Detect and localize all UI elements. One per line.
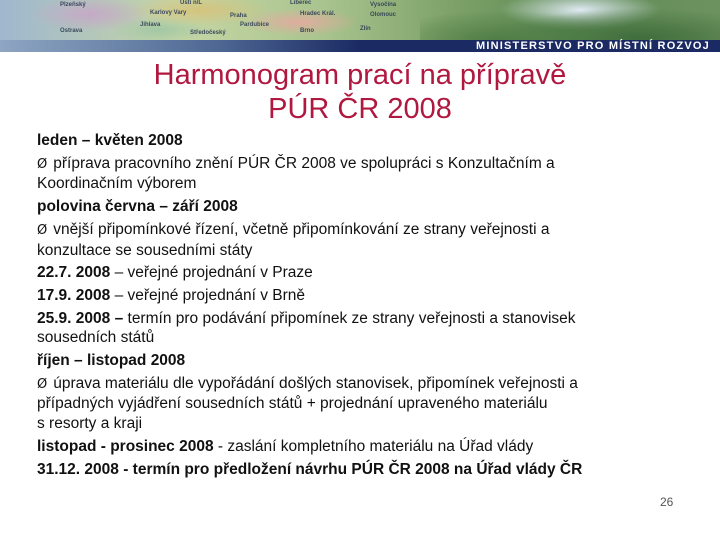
date-item-continuation xyxy=(37,327,697,350)
date-label: 17.9. 2008 xyxy=(37,286,111,304)
bullet-continuation xyxy=(37,173,697,196)
bullet-text: příprava pracovního znění PÚR ČR 2008 ve spolupráci s Konzultačním a xyxy=(53,154,555,172)
slide-title xyxy=(40,58,680,126)
arrow-bullet-icon: Ø xyxy=(37,376,48,392)
map-label: Ostrava xyxy=(60,28,83,34)
map-label: Olomouc xyxy=(370,12,397,18)
czech-regions-map xyxy=(0,0,420,40)
bullet-text: úprava materiálu dle vypořádání došlých stanovisek, připomínek veřejnosti a xyxy=(53,374,578,392)
section-heading xyxy=(37,350,697,373)
date-item xyxy=(37,285,697,308)
bullet-continuation xyxy=(37,240,697,263)
date-description: termín pro podávání připomínek ze strany veřejnosti a stanovisek xyxy=(123,309,576,327)
date-label: 31.12. 2008 - xyxy=(37,460,129,478)
section-heading-text: leden – květen 2008 xyxy=(37,132,183,149)
arrow-bullet-icon: Ø xyxy=(37,156,48,172)
section-heading xyxy=(37,130,697,153)
date-label: 22.7. 2008 xyxy=(37,264,111,282)
ministry-name: MINISTERSTVO PRO MÍSTNÍ ROZVOJ xyxy=(475,40,710,52)
arrow-bullet-icon: Ø xyxy=(37,222,48,238)
section-heading-text: říjen – listopad 2008 xyxy=(37,352,186,370)
header-banner xyxy=(0,0,720,52)
map-label: Vysočina xyxy=(370,2,397,8)
date-description: sousedních států xyxy=(37,329,155,347)
landscape-photo xyxy=(420,0,720,40)
bullet-text: případných vyjádření sousedních států + projednání upraveného materiálu xyxy=(37,395,548,413)
map-label: Středočeský xyxy=(190,30,226,36)
date-item xyxy=(37,262,697,285)
map-label: Zlín xyxy=(360,26,371,32)
map-label: Jihlava xyxy=(140,22,161,28)
map-label: Ústí n/L xyxy=(180,0,202,6)
map-label: Plzeňský xyxy=(60,2,86,8)
slide-title-line-2: PÚR ČR 2008 xyxy=(268,93,452,125)
section-heading xyxy=(37,196,697,219)
slide-title-line-1: Harmonogram prací na přípravě xyxy=(153,59,567,91)
slide-content xyxy=(37,130,697,481)
map-label: Pardubice xyxy=(240,22,270,28)
bullet-text: s resorty a kraji xyxy=(37,415,143,433)
date-item xyxy=(37,459,697,482)
bullet-text: konzultace se sousedními státy xyxy=(37,241,253,259)
bullet-text: Koordinačním výborem xyxy=(37,175,197,193)
map-label: Hradec Král. xyxy=(300,11,336,17)
bullet-continuation xyxy=(37,413,697,436)
date-label: 25.9. 2008 – xyxy=(37,309,124,327)
date-description: – veřejné projednání v Brně xyxy=(110,286,305,304)
date-item xyxy=(37,436,697,459)
date-description: – veřejné projednání v Praze xyxy=(110,264,313,282)
date-description: termín pro předložení návrhu PÚR ČR 2008 na Úřad vlády ČR xyxy=(128,460,583,478)
date-description: - zaslání kompletního materiálu na Úřad vlády xyxy=(213,437,534,455)
section-heading-text: polovina června – září 2008 xyxy=(37,198,238,216)
map-label: Brno xyxy=(300,28,314,34)
map-label: Praha xyxy=(230,13,247,19)
date-label: listopad - prosinec 2008 xyxy=(37,437,214,455)
map-label: Liberec xyxy=(290,0,312,6)
page-number: 26 xyxy=(660,495,674,509)
map-label: Karlovy Vary xyxy=(150,10,187,16)
header-stripe-accent xyxy=(0,40,360,52)
bullet-text: vnější připomínkové řízení, včetně připomínkování ze strany veřejnosti a xyxy=(53,220,550,238)
